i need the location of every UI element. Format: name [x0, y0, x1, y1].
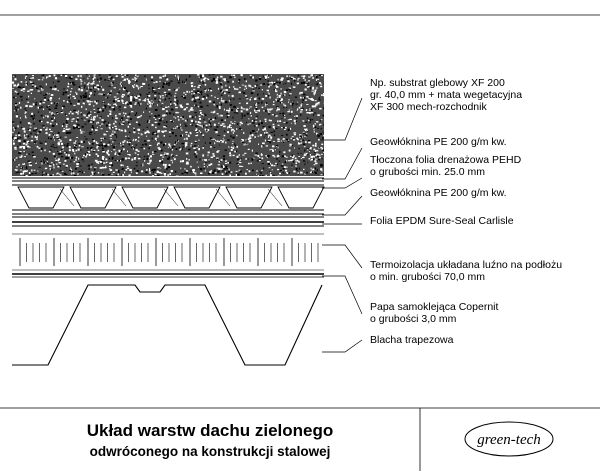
leader-line	[322, 276, 362, 314]
layer-label-8-line-1: Blacha trapezowa	[370, 334, 454, 346]
layer-label-3-line-1: Tłoczona folia drenażowa PEHD	[370, 154, 522, 166]
layer-label-1-line-3: XF 300 mech-rozchodnik	[370, 101, 487, 113]
layer-label-6-line-2: o min. grubości 70,0 mm	[370, 271, 485, 283]
leader-line	[322, 196, 362, 215]
geotextile-layer-bottom	[12, 214, 324, 217]
geotextile-layer-top	[12, 178, 324, 181]
leader-line	[322, 98, 362, 140]
green-tech-logo	[465, 422, 553, 456]
layer-label-3-line-2: o grubości min. 25.0 mm	[370, 166, 485, 178]
leader-line	[322, 178, 362, 188]
layer-label-1-line-1: Np. substrat glebowy XF 200	[370, 77, 505, 89]
layer-label-4-line-1: Geowłóknina PE 200 g/m kw.	[370, 187, 507, 199]
drainage-membrane-layer	[12, 185, 324, 210]
leader-line	[322, 340, 362, 352]
layer-label-1-line-2: gr. 40,0 mm + mata wegetacyjna	[370, 89, 523, 101]
bitumen-membrane-layer	[12, 274, 324, 277]
diagram-subtitle: odwróconego na konstrukcji stalowej	[89, 444, 331, 459]
thermal-insulation-layer	[12, 234, 324, 270]
layer-label-7-line-1: Papa samoklejąca Copernit	[370, 301, 499, 313]
layer-label-5-line-1: Folia EPDM Sure-Seal Carlisle	[370, 215, 514, 227]
layer-label-6-line-1: Termoizolacja układana luźno na podłożu	[370, 259, 563, 271]
substrate-layer	[12, 74, 326, 178]
layer-label-2-line-1: Geowłóknina PE 200 g/m kw.	[370, 136, 507, 148]
leader-line	[322, 148, 362, 179]
layer-labels	[370, 77, 562, 346]
layer-label-7-line-2: o grubości 3,0 mm	[370, 313, 457, 325]
leader-lines	[322, 98, 362, 352]
diagram-title: Układ warstw dachu zielonego	[86, 421, 334, 440]
leader-line	[322, 245, 362, 268]
trapezoidal-sheet	[12, 285, 322, 365]
epdm-membrane-layer	[12, 222, 324, 226]
logo-text: green-tech	[477, 432, 541, 448]
